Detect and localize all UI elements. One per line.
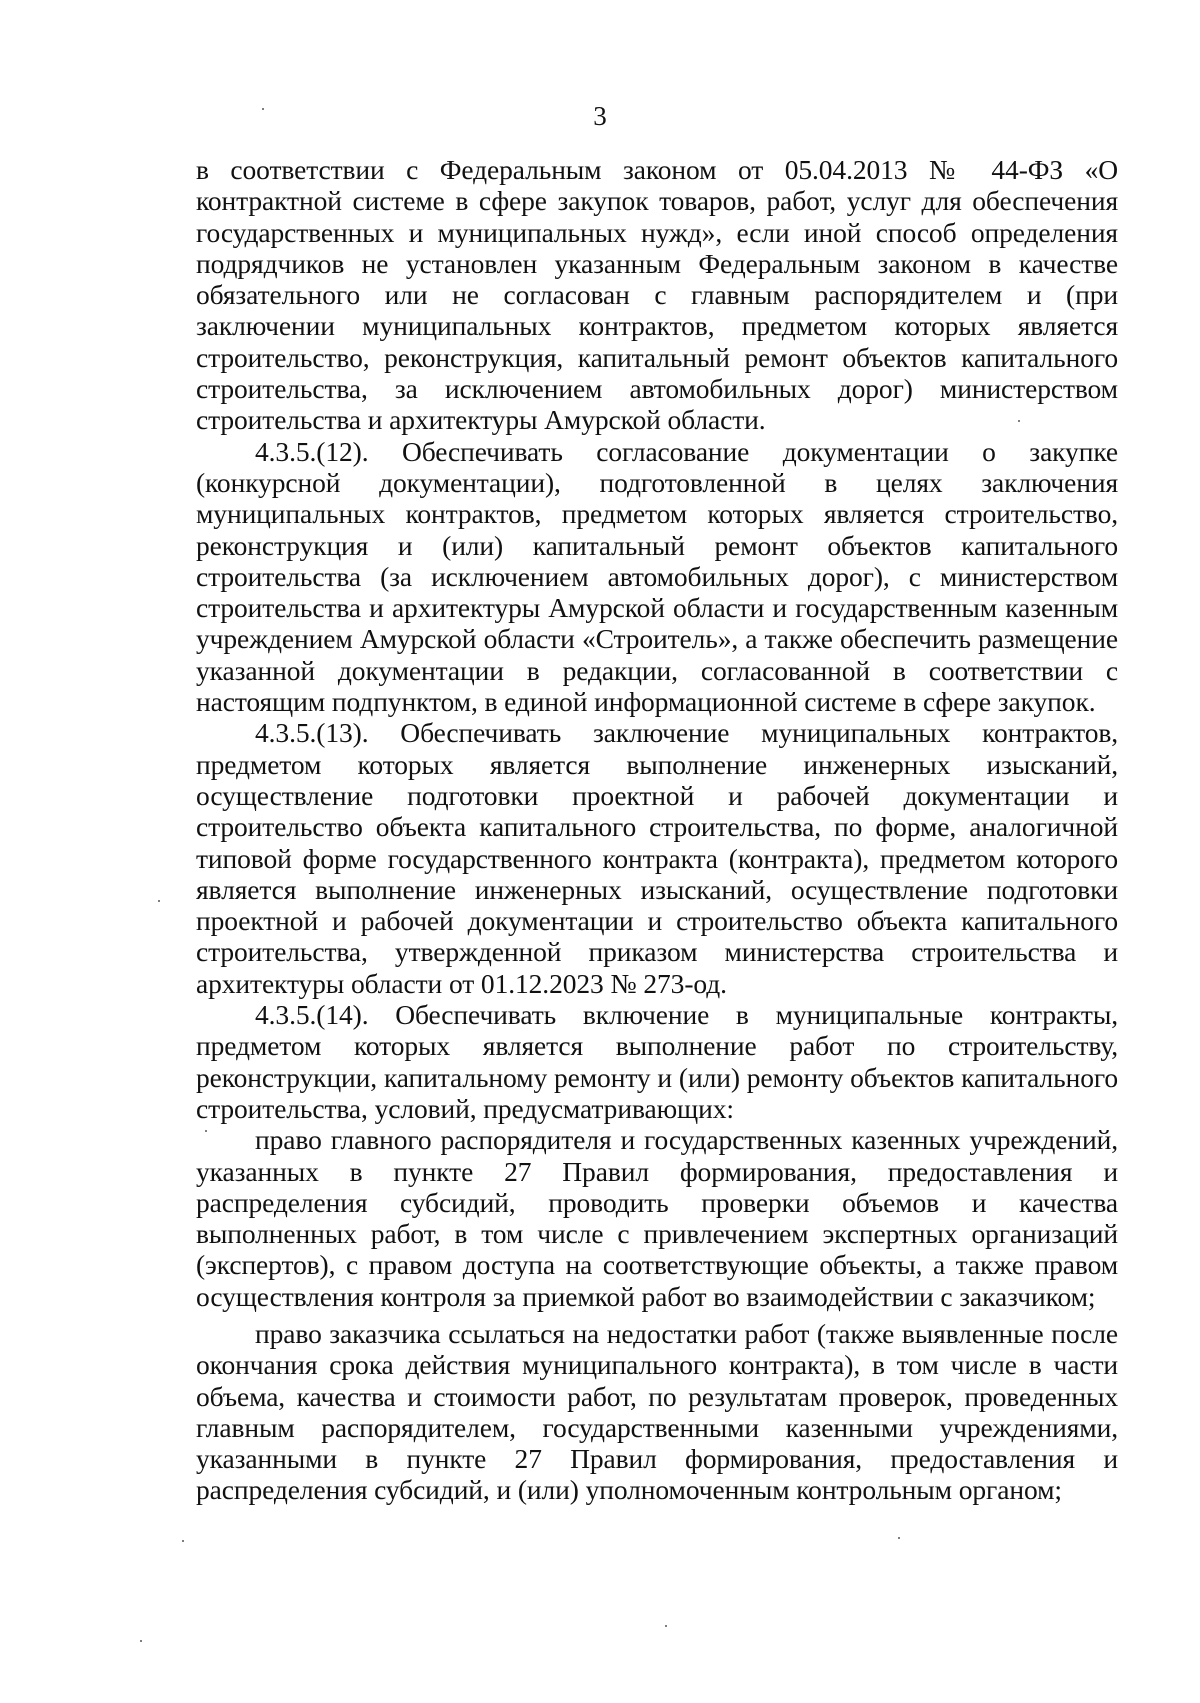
scan-speck	[898, 1537, 900, 1539]
paragraph-condition-customer-right: право заказчика ссылаться на недостатки работ (также выявленные после окончания срока действия муниципального контракта), в том числе в части объема, качества и стоимости работ, по результатам проверок, проведенных главным распорядителем, государственными казенными учреждениями, указанными в пункте 27 Правил формирования, предоставления и распределения субсидий, и (или) уполномоченным контрольным органом;	[196, 1317, 1118, 1506]
paragraph-4-3-5-13: 4.3.5.(13). Обеспечивать заключение муниципальных контрактов, предметом которых является выполнение инженерных изысканий, осуществление подготовки проектной и рабочей документации и строительство объекта капитального строительства, по форме, аналогичной типовой форме государственного контракта (контракта), предметом которого является выполнение инженерных изысканий, осуществление подготовки проектной и рабочей документации и строительство объекта капитального строительства, утвержденной приказом министерства строительства и архитектуры области от 01.12.2023 № 273-од.	[196, 717, 1118, 999]
scan-speck	[182, 1540, 184, 1542]
paragraph-continuation: в соответствии с Федеральным законом от 05.04.2013 № 44-ФЗ «О контрактной системе в сфере закупок товаров, работ, услуг для обеспечения государственных и муниципальных нужд», если иной способ определения подрядчиков не установлен указанным Федеральным законом в качестве обязательного или не согласован с главным распорядителем и (при заключении муниципальных контрактов, предметом которых является строительство, реконструкция, капитальный ремонт объектов капитального строительства, за исключением автомобильных дорог) министерством строительства и архитектуры Амурской области.	[196, 154, 1118, 436]
scan-speck	[262, 108, 264, 110]
page-number: 3	[593, 101, 607, 131]
scan-speck	[205, 1130, 207, 1132]
paragraph-4-3-5-12: 4.3.5.(12). Обеспечивать согласование документации о закупке (конкурсной документации), подготовленной в целях заключения муниципальных контрактов, предметом которых является строительство, реконструкция и (или) капитальный ремонт объектов капитального строительства (за исключением автомобильных дорог), с министерством строительства и архитектуры Амурской области и государственным казенным учреждением Амурской области «Строитель», а также обеспечить размещение указанной документации в редакции, согласованной в соответствии с настоящим подпунктом, в единой информационной системе в сфере закупок.	[196, 435, 1118, 718]
paragraph-4-3-5-14: 4.3.5.(14). Обеспечивать включение в муниципальные контракты, предметом которых является выполнение работ по строительству, реконструкции, капитальному ремонту и (или) ремонту объектов капитального строительства, условий, предусматривающих:	[196, 999, 1118, 1124]
scan-speck	[665, 1625, 667, 1627]
paragraph-condition-inspection-right: право главного распорядителя и государственных казенных учреждений, указанных в пункте 27 Правил формирования, предоставления и распределения субсидий, проводить проверки объемов и качества выполненных работ, в том числе с привлечением экспертных организаций (экспертов), с правом доступа на соответствующие объекты, а также правом осуществления контроля за приемкой работ во взаимодействии с заказчиком;	[196, 1124, 1118, 1312]
scan-speck	[158, 900, 160, 902]
scan-speck	[140, 1640, 142, 1642]
document-body	[196, 154, 1118, 1506]
scan-speck	[1018, 420, 1020, 422]
